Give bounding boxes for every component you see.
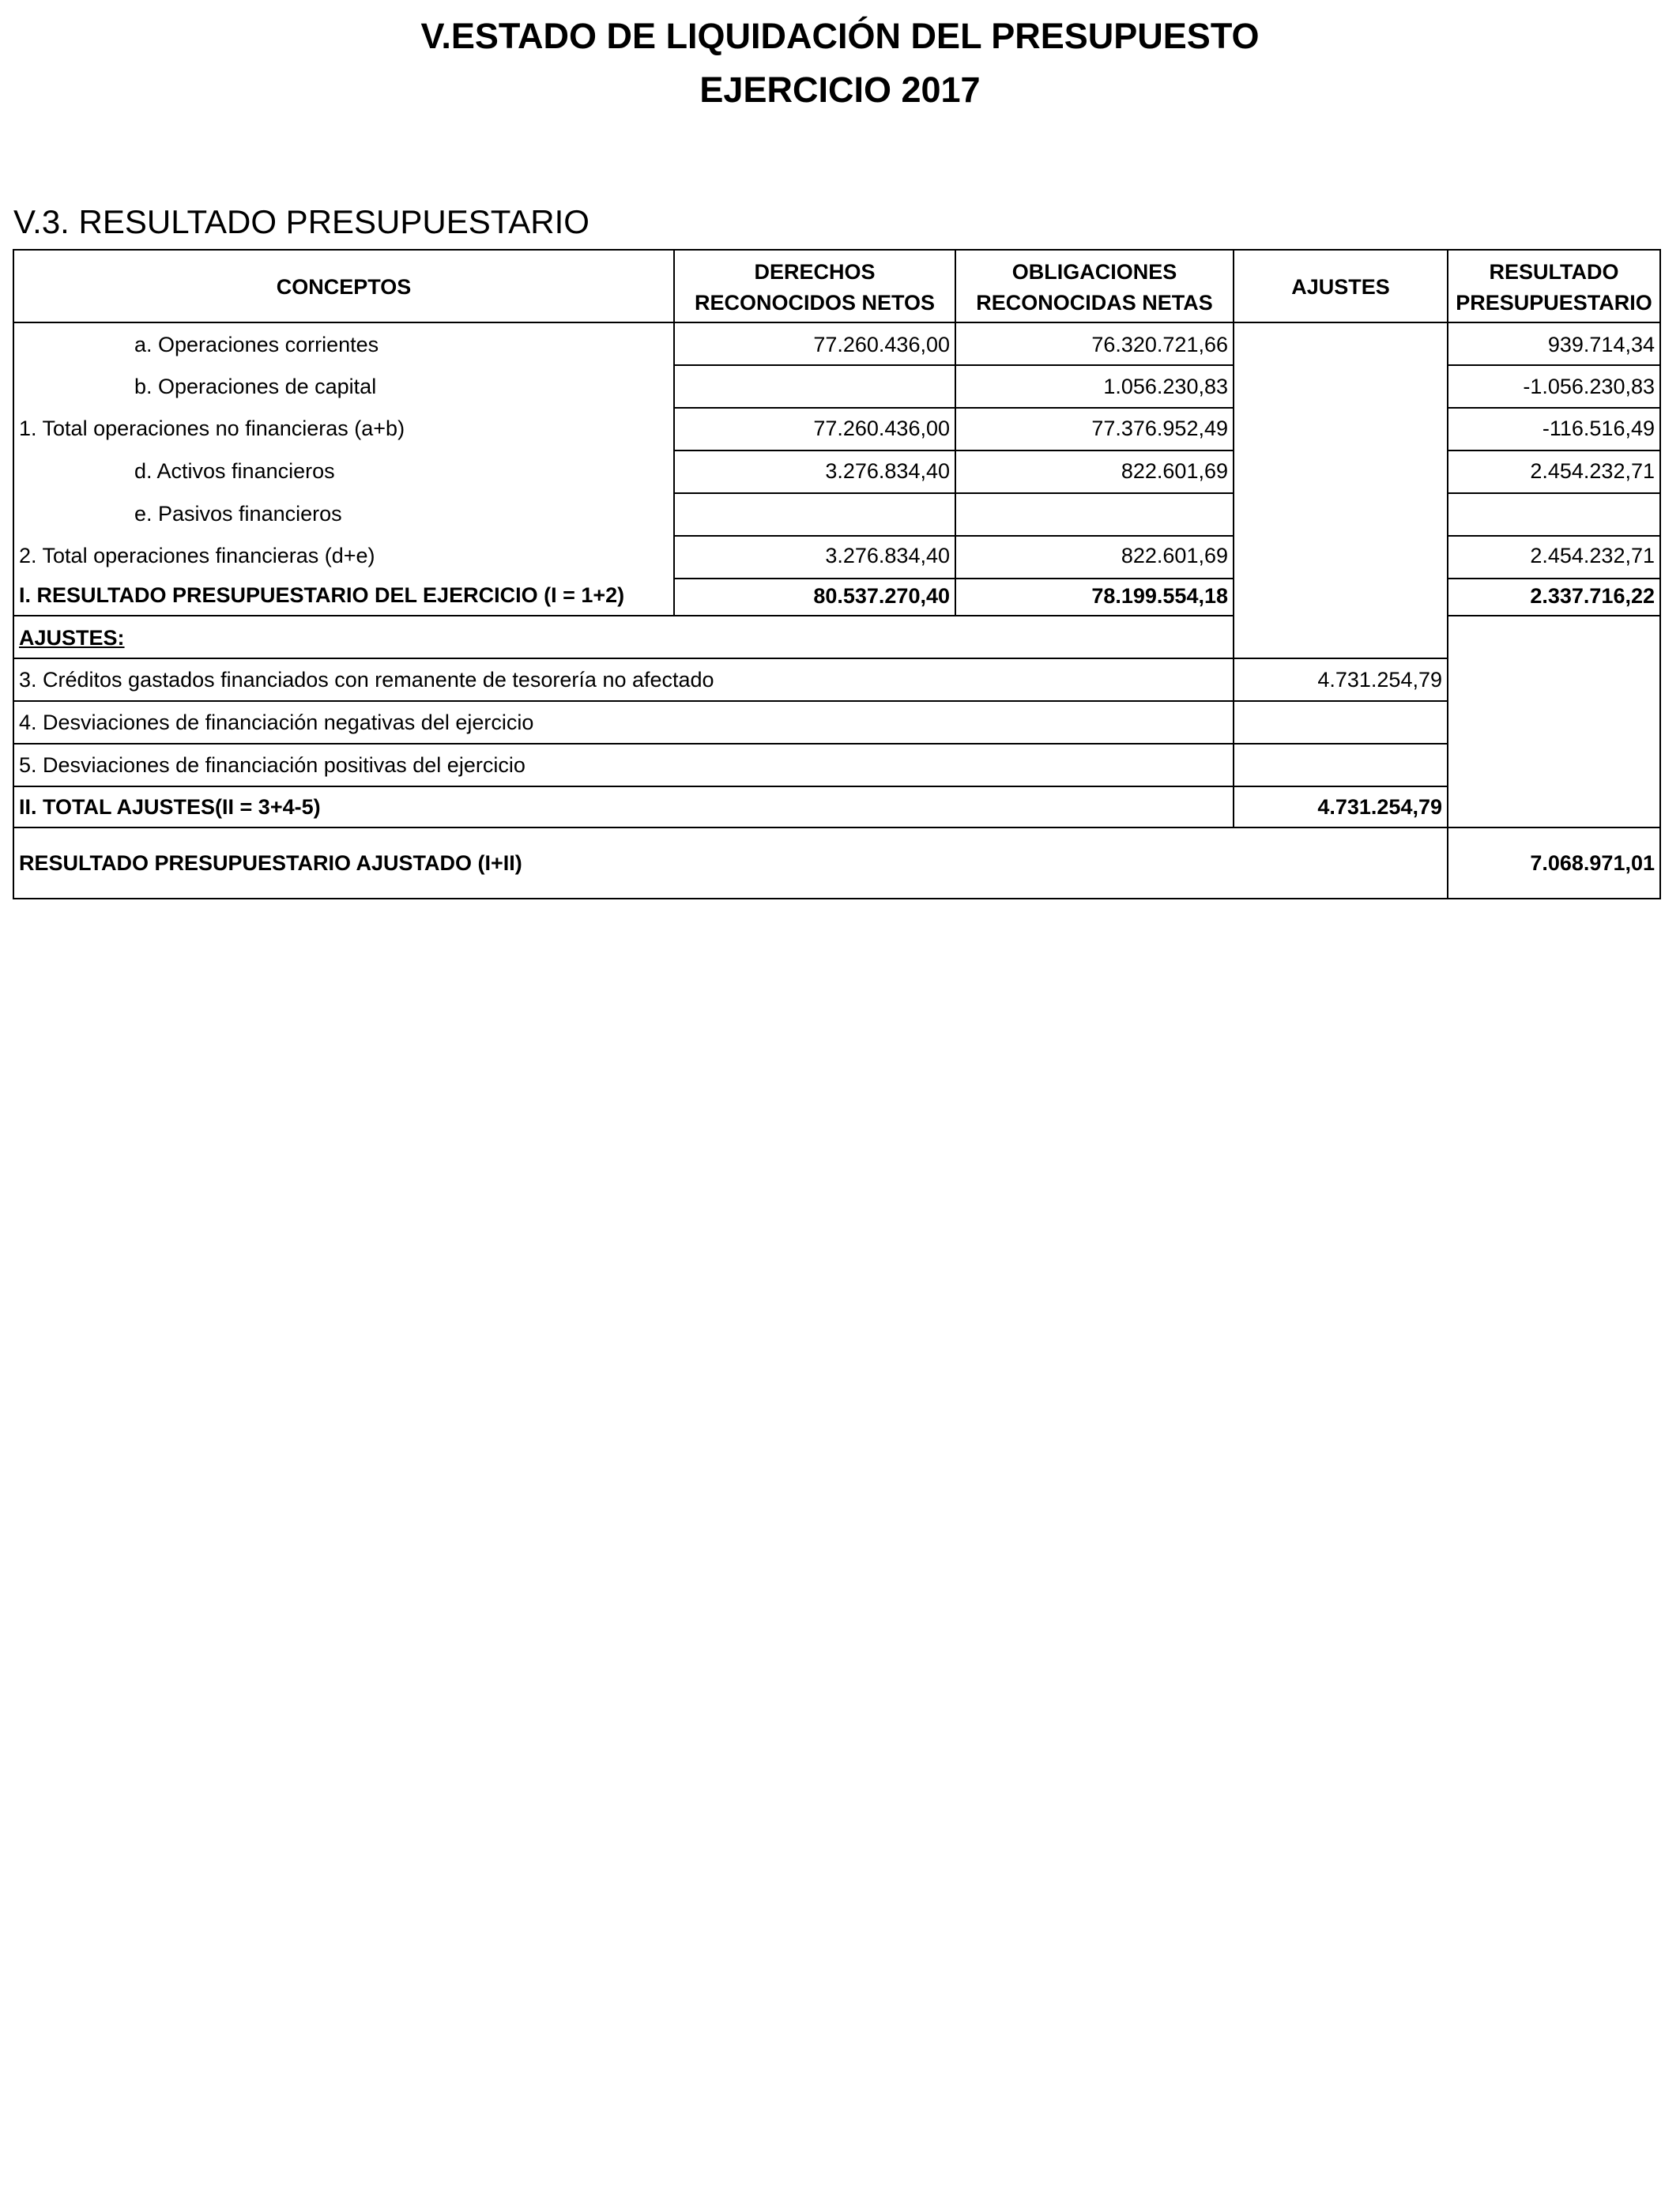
resultado-cell bbox=[1447, 492, 1661, 537]
ajustes-value-3: 4.731.254,79 bbox=[1317, 668, 1442, 692]
final-label: RESULTADO PRESUPUESTARIO AJUSTADO (I+II) bbox=[19, 851, 522, 875]
ajustes-heading-cell bbox=[13, 615, 1234, 659]
ajustes-heading: AJUSTES: bbox=[19, 626, 125, 650]
document-subtitle: EJERCICIO 2017 bbox=[699, 70, 981, 110]
value-obligaciones-total1: 77.376.952,49 bbox=[1091, 417, 1228, 440]
derechos-cell bbox=[673, 364, 956, 409]
obligaciones-cell bbox=[955, 492, 1234, 537]
value-obligaciones-b: 1.056.230,83 bbox=[1103, 375, 1228, 398]
value-derechos-total2: 3.276.834,40 bbox=[825, 544, 950, 567]
document-title: V.ESTADO DE LIQUIDACIÓN DEL PRESUPUESTO bbox=[420, 16, 1260, 56]
header-ajustes: AJUSTES bbox=[1291, 275, 1390, 299]
section-heading: V.3. RESULTADO PRESUPUESTARIO bbox=[13, 203, 590, 240]
row-label-total2: 2. Total operaciones financieras (d+e) bbox=[19, 544, 375, 567]
ajustes-blank-block bbox=[1233, 322, 1448, 659]
value-obligaciones-total2: 822.601,69 bbox=[1121, 544, 1228, 567]
row-label-resultado-ejercicio: I. RESULTADO PRESUPUESTARIO DEL EJERCICIO (I = 1+2) bbox=[19, 583, 625, 607]
value-resultado-d: 2.454.232,71 bbox=[1530, 459, 1655, 483]
ajustes-label-5: 5. Desviaciones de financiación positivas del ejercicio bbox=[19, 753, 525, 777]
header-derechos-line1: DERECHOS bbox=[754, 260, 876, 284]
value-obligaciones-d: 822.601,69 bbox=[1121, 459, 1228, 483]
value-derechos-resultado: 80.537.270,40 bbox=[813, 584, 950, 608]
final-value: 7.068.971,01 bbox=[1530, 851, 1655, 875]
row-label-a: a. Operaciones corrientes bbox=[134, 333, 379, 356]
ajustes-value-cell bbox=[1233, 743, 1448, 787]
ajustes-label-4: 4. Desviaciones de financiación negativas del ejercicio bbox=[19, 711, 534, 734]
concepts-block bbox=[13, 322, 675, 616]
value-derechos-total1: 77.260.436,00 bbox=[813, 417, 950, 440]
ajustes-total-value: 4.731.254,79 bbox=[1317, 795, 1442, 819]
row-label-d: d. Activos financieros bbox=[134, 459, 335, 483]
resultado-blank-block bbox=[1447, 615, 1661, 828]
value-resultado-a: 939.714,34 bbox=[1547, 333, 1655, 356]
value-derechos-d: 3.276.834,40 bbox=[825, 459, 950, 483]
ajustes-value-cell bbox=[1233, 700, 1448, 745]
header-derechos-line2: RECONOCIDOS NETOS bbox=[694, 291, 936, 315]
derechos-cell bbox=[673, 492, 956, 537]
header-resultado-line1: RESULTADO bbox=[1489, 260, 1619, 284]
row-label-b: b. Operaciones de capital bbox=[134, 375, 377, 398]
value-obligaciones-resultado: 78.199.554,18 bbox=[1091, 584, 1228, 608]
row-label-e: e. Pasivos financieros bbox=[134, 502, 342, 526]
value-obligaciones-a: 76.320.721,66 bbox=[1091, 333, 1228, 356]
budget-result-table bbox=[0, 0, 1680, 948]
header-obligaciones-line1: OBLIGACIONES bbox=[1011, 260, 1177, 284]
row-label-total1: 1. Total operaciones no financieras (a+b) bbox=[19, 417, 405, 440]
header-conceptos: CONCEPTOS bbox=[276, 275, 412, 299]
header-resultado-line2: PRESUPUESTARIO bbox=[1456, 291, 1652, 315]
ajustes-total-label: II. TOTAL AJUSTES(II = 3+4-5) bbox=[19, 795, 321, 819]
header-obligaciones-line2: RECONOCIDAS NETAS bbox=[976, 291, 1213, 315]
value-resultado-total1: -116.516,49 bbox=[1542, 417, 1655, 440]
value-resultado-total2: 2.454.232,71 bbox=[1530, 544, 1655, 567]
value-resultado-ejercicio: 2.337.716,22 bbox=[1530, 584, 1655, 608]
ajustes-label-3: 3. Créditos gastados financiados con remanente de tesorería no afectado bbox=[19, 668, 714, 692]
value-resultado-b: -1.056.230,83 bbox=[1523, 375, 1655, 398]
value-derechos-a: 77.260.436,00 bbox=[813, 333, 950, 356]
